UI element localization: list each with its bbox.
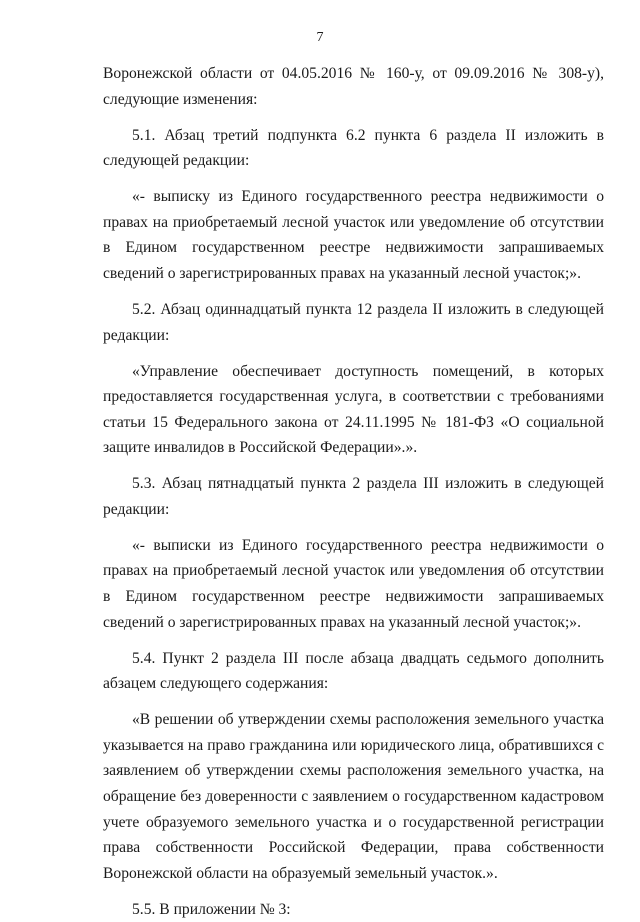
- paragraph-5-3-heading: 5.3. Абзац пятнадцатый пункта 2 раздела III изложить в следующей редакции:: [103, 475, 604, 518]
- paragraph-5-2-quote: «Управление обеспечивает доступность помещений, в которых предоставляется государственная услуга, в соответствии с требованиями статьи 15 Федерального закона от 24.11.1995 № 181-ФЗ «О социальной защите инвалидов в Российской Федерации».».: [103, 362, 604, 457]
- paragraph-5-4-heading: 5.4. Пункт 2 раздела III после абзаца двадцать седьмого дополнить абзацем следующего содержания:: [103, 649, 604, 693]
- paragraph-5-5-heading: 5.5. В приложении № 3:: [132, 900, 291, 918]
- paragraph-5-2-heading: 5.2. Абзац одиннадцатый пункта 12 раздела II изложить в следующей редакции:: [103, 300, 604, 344]
- paragraph-intro-continuation: Воронежской области от 04.05.2016 № 160-у, от 09.09.2016 № 308-у), следующие изменения:: [103, 65, 604, 108]
- document-body: [103, 61, 604, 922]
- page-number: 7: [316, 30, 324, 45]
- paragraph-5-3-quote: «- выписки из Единого государственного реестра недвижимости о правах на приобретаемый лесной участок или уведомления об отсутствии в Едином государственном реестре недвижимости запрашиваемых сведений о зарегистрированных правах на указанный лесной участок;».: [103, 536, 604, 631]
- paragraph-5-1-heading: 5.1. Абзац третий подпункта 6.2 пункта 6 раздела II изложить в следующей редакции:: [103, 126, 604, 170]
- paragraph-5-4-quote: «В решении об утверждении схемы расположения земельного участка указывается на право гражданина или юридического лица, обратившихся с заявлением об утверждении схемы расположения земельного участка, на обращение без доверенности с заявлением о государственном кадастровом учете образуемого земельного участка и о государственной регистрации права собственности Российской Федерации, права собственности Воронежской области на образуемый земельный участок.».: [103, 711, 604, 882]
- paragraph-5-1-quote: «- выписку из Единого государственного реестра недвижимости о правах на приобретаемый лесной участок или уведомление об отсутствии в Едином государственном реестре недвижимости запрашиваемых сведений о зарегистрированных правах на указанный лесной участок;».: [103, 188, 604, 282]
